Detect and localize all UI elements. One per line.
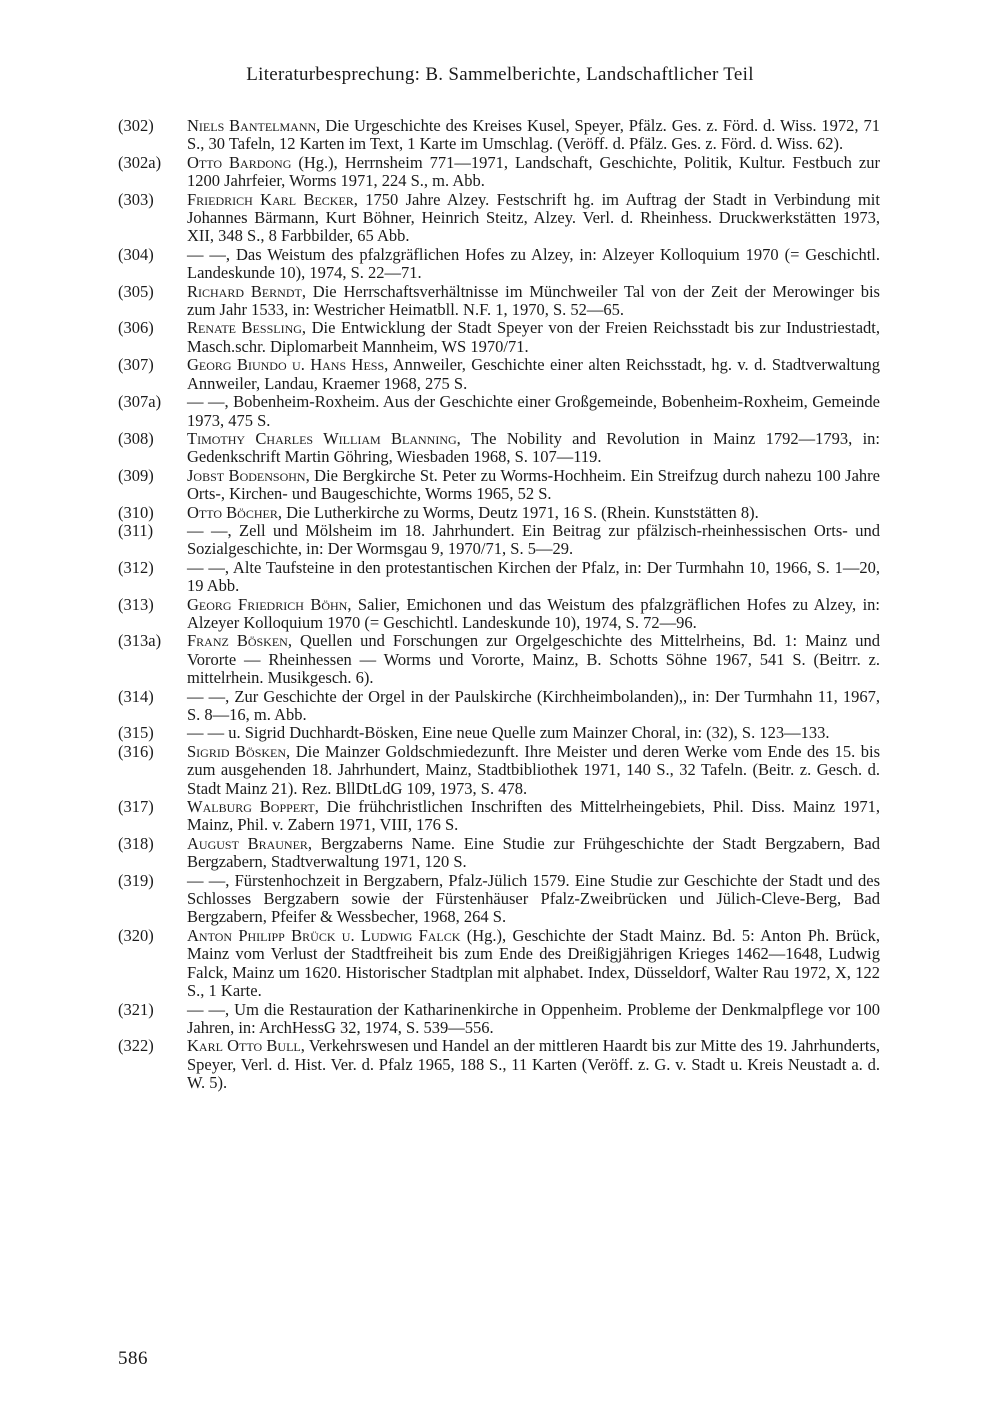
- entry-number: (303): [118, 189, 154, 209]
- entry-number: (313): [118, 594, 154, 614]
- entry-author: Friedrich Karl Becker: [187, 189, 354, 209]
- bibliography-entry: [118, 283, 880, 320]
- bibliography-entry: [118, 872, 880, 927]
- bibliography-entry: [118, 798, 880, 835]
- bibliography-entry: [118, 927, 880, 1001]
- bibliography-entry: [118, 319, 880, 356]
- entry-text: (Hg.), Geschichte der Stadt Mainz. Bd. 5: Anton Ph. Brück, Mainz vom Verlust der Stadtfreiheit bis zum Ende des Dreißigjährigen Krieges 1462—1648, Ludwig Falck, Mainz um 1620. Historischer Stadtplan mit alphabet. Index, Düsseldorf, Walter Rau 1972, X, 122 S., 1 Karte.: [187, 925, 880, 1001]
- entry-text: , Die Herrschaftsverhältnisse im Münchweiler Tal von der Zeit der Merowinger bis zum Jahr 1533, in: Westricher Heimatbll. N.F. 1, 1970, S. 52—65.: [187, 281, 880, 320]
- entry-text: — —, Alte Taufsteine in den protestantischen Kirchen der Pfalz, in: Der Turmhahn 10, 1966, S. 1—20, 19 Abb.: [187, 557, 880, 596]
- entry-author: Otto Bardong: [187, 152, 292, 172]
- bibliography-entry: [118, 1037, 880, 1092]
- bibliography-list: [118, 117, 880, 1093]
- bibliography-entry: [118, 467, 880, 504]
- entry-number: (309): [118, 465, 154, 485]
- entry-author: August Brauner: [187, 833, 308, 853]
- bibliography-entry: [118, 688, 880, 725]
- entry-author: Karl Otto Bull: [187, 1036, 301, 1056]
- entry-text: , Bergzaberns Name. Eine Studie zur Frühgeschichte der Stadt Bergzabern, Bad Bergzabern, Stadtverwaltung 1971, 120 S.: [187, 833, 880, 872]
- bibliography-entry: [118, 632, 880, 687]
- entry-text: , Annweiler, Geschichte einer alten Reichsstadt, hg. v. d. Stadtverwaltung Annweiler, Landau, Kraemer 1968, 275 S.: [187, 355, 880, 393]
- page-number: 586: [118, 1348, 148, 1369]
- entry-number: (321): [118, 999, 154, 1019]
- entry-text: — —, Zur Geschichte der Orgel in der Paulskirche (Kirchheimbolanden),, in: Der Turmhahn 11, 1967, S. 8—16, m. Abb.: [187, 686, 880, 724]
- entry-text: — —, Um die Restauration der Katharinenkirche in Oppenheim. Probleme der Denkmalpflege vor 100 Jahren, in: ArchHessG 32, 1974, S. 539—556.: [187, 999, 880, 1037]
- entry-text: — —, Zell und Mölsheim im 18. Jahrhundert. Ein Beitrag zur pfälzisch-rheinhessischen Orts- und Sozialgeschichte, in: Der Wormsgau 9, 1970/71, S. 5—29.: [187, 520, 880, 559]
- entry-number: (318): [118, 833, 154, 853]
- bibliography-entry: [118, 504, 880, 522]
- entry-number: (307a): [118, 392, 162, 412]
- entry-number: (314): [118, 686, 154, 706]
- entry-number: (319): [118, 870, 154, 890]
- entry-number: (310): [118, 502, 154, 522]
- entry-number: (322): [118, 1036, 154, 1056]
- entry-text: — —, Fürstenhochzeit in Bergzabern, Pfalz-Jülich 1579. Eine Studie zur Geschichte der Stadt und des Schlosses Bergzabern sowie der Fürstenhäuser Pfalz-Zweibrücken und Jülich-Cleve-Berg, Bad Bergzabern, Pfeifer & Wessbecher, 1968, 264 S.: [187, 870, 880, 927]
- entry-text: — —, Das Weistum des pfalzgräflichen Hofes zu Alzey, in: Alzeyer Kolloquium 1970 (= Geschichtl. Landeskunde 10), 1974, S. 22—71.: [187, 244, 880, 283]
- bibliography-entry: [118, 117, 880, 154]
- entry-text: — —, Bobenheim-Roxheim. Aus der Geschichte einer Großgemeinde, Bobenheim-Roxheim, Gemeinde 1973, 475 S.: [187, 392, 880, 430]
- entry-author: Jobst Bodensohn: [187, 465, 306, 485]
- entry-text: , Die Lutherkirche zu Worms, Deutz 1971, 16 S. (Rhein. Kunststätten 8).: [277, 502, 759, 522]
- bibliography-entry: [118, 835, 880, 872]
- entry-number: (302): [118, 116, 154, 135]
- entry-text: , Die Mainzer Goldschmiedezunft. Ihre Meister und deren Werke vom Ende des 15. bis zum ausgehenden 18. Jahrhundert, Mainz, Stadtbibliothek 1971, 140 S., 32 Tafeln. (Beitr. z. Gesch. d. Stadt Mainz 21). Rez. BllDtLdG 109, 1973, S. 478.: [187, 741, 880, 798]
- entry-text: , Die Urgeschichte des Kreises Kusel, Speyer, Pfälz. Ges. z. Förd. d. Wiss. 1972, 71 S., 30 Tafeln, 12 Karten im Text, 1 Karte im Umschlag. (Veröff. d. Pfälz. Ges. z. Förd. d. Wiss. 62).: [187, 116, 880, 154]
- bibliography-entry: [118, 522, 880, 559]
- entry-number: (308): [118, 428, 154, 448]
- entry-author: Timothy Charles William Blanning: [187, 428, 457, 448]
- entry-number: (307): [118, 355, 154, 375]
- entry-number: (320): [118, 925, 154, 945]
- running-header: Literaturbesprechung: B. Sammelberichte, Landschaftlicher Teil: [246, 64, 754, 85]
- entry-number: (305): [118, 281, 154, 301]
- entry-author: Walburg Boppert: [187, 797, 315, 817]
- bibliography-entry: [118, 596, 880, 633]
- entry-text: , Die Entwicklung der Stadt Speyer von der Freien Reichsstadt bis zur Industriestadt, Masch.schr. Diplomarbeit Mannheim, WS 1970/71.: [187, 318, 880, 356]
- bibliography-entry: [118, 1001, 880, 1038]
- bibliography-entry: [118, 246, 880, 283]
- entry-author: Niels Bantelmann: [187, 116, 317, 135]
- entry-number: (302a): [118, 152, 162, 172]
- entry-author: Sigrid Bösken: [187, 741, 287, 761]
- entry-text: , Die Bergkirche St. Peter zu Worms-Hochheim. Ein Streifzug durch nahezu 100 Jahre Orts-, Kirchen- und Baugeschichte, Worms 1965, 52 S.: [187, 465, 880, 504]
- bibliography-entry: [118, 356, 880, 393]
- entry-author: Georg Friedrich Böhn: [187, 594, 348, 614]
- entry-number: (313a): [118, 631, 162, 651]
- entry-author: Richard Berndt: [187, 281, 302, 301]
- entry-author: Renate Bessling: [187, 318, 302, 338]
- entry-text: , Verkehrswesen und Handel an der mittleren Haardt bis zur Mitte des 19. Jahrhunderts, Speyer, Verl. d. Hist. Ver. d. Pfalz 1965, 188 S., 11 Karten (Veröff. z. G. v. Stadt u. Kreis Neustadt a. d. W. 5).: [187, 1036, 880, 1093]
- bibliography-entry: [118, 559, 880, 596]
- bibliography-entry: [118, 743, 880, 798]
- entry-text: — — u. Sigrid Duchhardt-Bösken, Eine neue Quelle zum Mainzer Choral, in: (32), S. 123—133.: [187, 723, 830, 743]
- entry-number: (315): [118, 723, 154, 743]
- entry-number: (304): [118, 244, 154, 264]
- bibliography-entry: [118, 191, 880, 246]
- entry-number: (316): [118, 741, 154, 761]
- entry-text: , The Nobility and Revolution in Mainz 1792—1793, in: Gedenkschrift Martin Göhring, Wiesbaden 1968, S. 107—119.: [187, 428, 880, 467]
- entry-author: Anton Philipp Brück u. Ludwig Falck: [187, 925, 461, 945]
- bibliography-entry: [118, 393, 880, 430]
- entry-number: (312): [118, 557, 154, 577]
- bibliography-entry: [118, 430, 880, 467]
- entry-number: (317): [118, 797, 154, 817]
- bibliography-entry: [118, 724, 880, 742]
- entry-author: Georg Biundo u. Hans Hess: [187, 355, 385, 375]
- entry-number: (306): [118, 318, 154, 338]
- entry-text: , Salier, Emichonen und das Weistum des pfalzgräflichen Hofes zu Alzey, in: Alzeyer Kolloquium 1970 (= Geschichtl. Landeskunde 10), 1974, S. 72—96.: [187, 594, 881, 632]
- bibliography-entry: [118, 154, 880, 191]
- entry-author: Otto Böcher: [187, 502, 278, 522]
- entry-number: (311): [118, 520, 154, 540]
- entry-text: (Hg.), Herrnsheim 771—1971, Landschaft, Geschichte, Politik, Kultur. Festbuch zur 1200 Jahrfeier, Worms 1971, 224 S., m. Abb.: [187, 152, 880, 191]
- entry-text: , 1750 Jahre Alzey. Festschrift hg. im Auftrag der Stadt in Verbindung mit Johannes Bärmann, Kurt Böhner, Heinrich Steitz, Alzey. Verl. d. Rheinhess. Druckwerkstätten 1973, XII, 348 S., 8 Farbbilder, 65 Abb.: [187, 189, 880, 246]
- entry-text: , Quellen und Forschungen zur Orgelgeschichte des Mittelrheins, Bd. 1: Mainz und Vororte — Rheinhessen — Worms und Vororte, Mainz, B. Schotts Söhne 1967, 541 S. (Beitrr. z. mittelrhein. Musikgesch. 6).: [187, 631, 880, 688]
- entry-text: , Die frühchristlichen Inschriften des Mittelrheingebiets, Phil. Diss. Mainz 1971, Mainz, Phil. v. Zabern 1971, VIII, 176 S.: [187, 797, 881, 835]
- entry-author: Franz Bösken: [187, 631, 288, 651]
